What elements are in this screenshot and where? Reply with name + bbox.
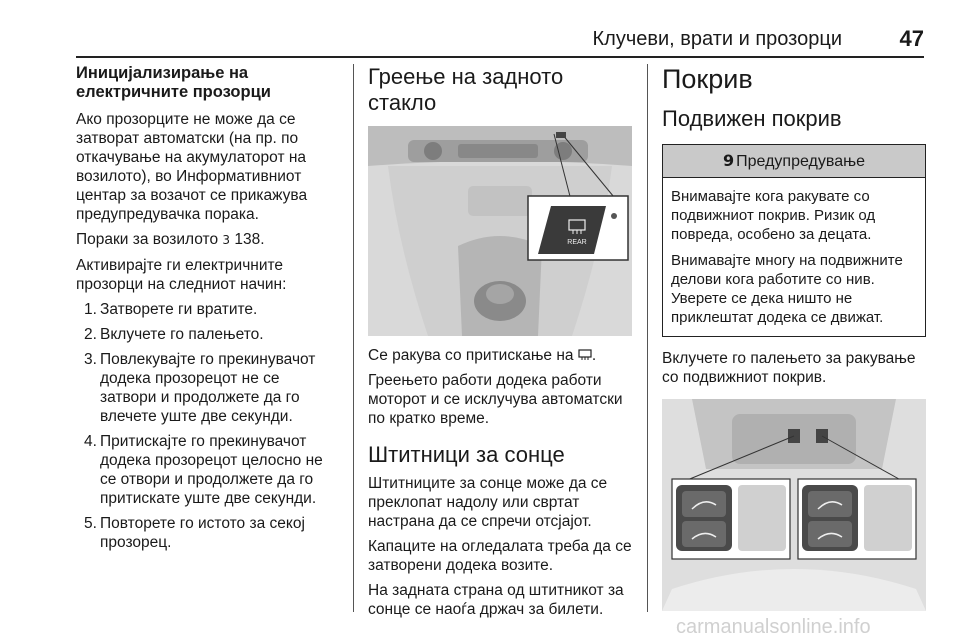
sunroof-open-switch bbox=[682, 491, 726, 517]
section-heading-window-init: Иницијализирање на електричните прозорци bbox=[76, 64, 271, 101]
sunroof-tilt-switch bbox=[808, 491, 852, 517]
steps-list bbox=[76, 300, 338, 552]
paragraph: Ако прозорците не може да се затворат автоматски (на пр. по откачување на акумулаторот на возилото), во Информативниот центар за возачот се прикажува предупредувачка порака. bbox=[76, 111, 308, 223]
list-item: 5. Повторете го истото за секој прозорец. bbox=[84, 515, 305, 551]
watermark: carmanualsonline.info bbox=[676, 616, 871, 638]
header-rule bbox=[76, 56, 924, 58]
list-item: 3. Повлекувајте го прекинувачот додека прозорецот не се затвори и продолжете да го влечете уште две секунди. bbox=[84, 351, 316, 425]
rear-heating-figure bbox=[368, 126, 632, 336]
column-1 bbox=[76, 64, 338, 558]
subsection-heading-sunroof: Подвижен покрив bbox=[662, 106, 842, 131]
page-number: 47 bbox=[899, 26, 924, 51]
warning-header: 9 Предупредување bbox=[663, 145, 925, 178]
column-2 bbox=[368, 64, 632, 625]
column-3 bbox=[662, 64, 926, 611]
figure-caption: Се ракува со притискање на . bbox=[368, 347, 597, 364]
warning-body bbox=[663, 178, 925, 336]
paragraph: Капаците на огледалата треба да се затворени додека возите. bbox=[368, 538, 632, 574]
console-illustration bbox=[368, 126, 632, 336]
column-divider-2 bbox=[647, 64, 648, 612]
paragraph: На задната страна од штитникот за сонце се наоѓа држач за билети. bbox=[368, 582, 624, 618]
paragraph: Активирајте ги електричните прозорци на следниот начин: bbox=[76, 257, 287, 293]
paragraph: Вклучете го палењето за ракување со подвижниот покрив. bbox=[662, 350, 916, 386]
paragraph: Греењето работи додека работи моторот и се исклучува автоматски по кратко време. bbox=[368, 372, 623, 427]
warning-box bbox=[662, 144, 926, 337]
list-item: 2. Вклучете го палењето. bbox=[84, 326, 264, 343]
chapter-title: Клучеви, врати и прозорци bbox=[592, 28, 842, 50]
list-item: 1. Затворете ги вратите. bbox=[84, 301, 258, 318]
column-divider-1 bbox=[353, 64, 354, 612]
paragraph-vehicle-messages: Пораки за возилото 3 138. bbox=[76, 231, 265, 248]
sunroof-switch-figure bbox=[662, 399, 926, 611]
rear-button-label: REAR bbox=[567, 239, 587, 246]
warning-text: Внимавајте многу на подвижните делови кога работите со нив. Уверете се дека ништо не приклештат додека се движат. bbox=[671, 252, 903, 326]
section-heading-rear-window-heating: Греење на задното стакло bbox=[368, 64, 564, 115]
list-item: 4. Притискајте го прекинувачот додека прозорецот целосно не се отвори и продолжете да го притискате уште две секунди. bbox=[84, 433, 323, 507]
rear-window-heating-icon bbox=[578, 347, 592, 359]
page-header bbox=[76, 24, 924, 56]
warning-text: Внимавајте кога ракувате со подвижниот покрив. Ризик од повреда, особено за децата. bbox=[671, 188, 876, 243]
warning-triangle-icon: 9 bbox=[723, 151, 735, 170]
cross-reference-icon: 3 bbox=[222, 233, 231, 247]
section-heading-roof: Покрив bbox=[662, 64, 753, 94]
sunroof-illustration bbox=[662, 399, 926, 611]
paragraph: Штитниците за сонце може да се преклопат надолу или свртат настрана да се спречи отсјајот. bbox=[368, 475, 608, 530]
section-heading-sun-visors: Штитници за сонце bbox=[368, 442, 565, 467]
